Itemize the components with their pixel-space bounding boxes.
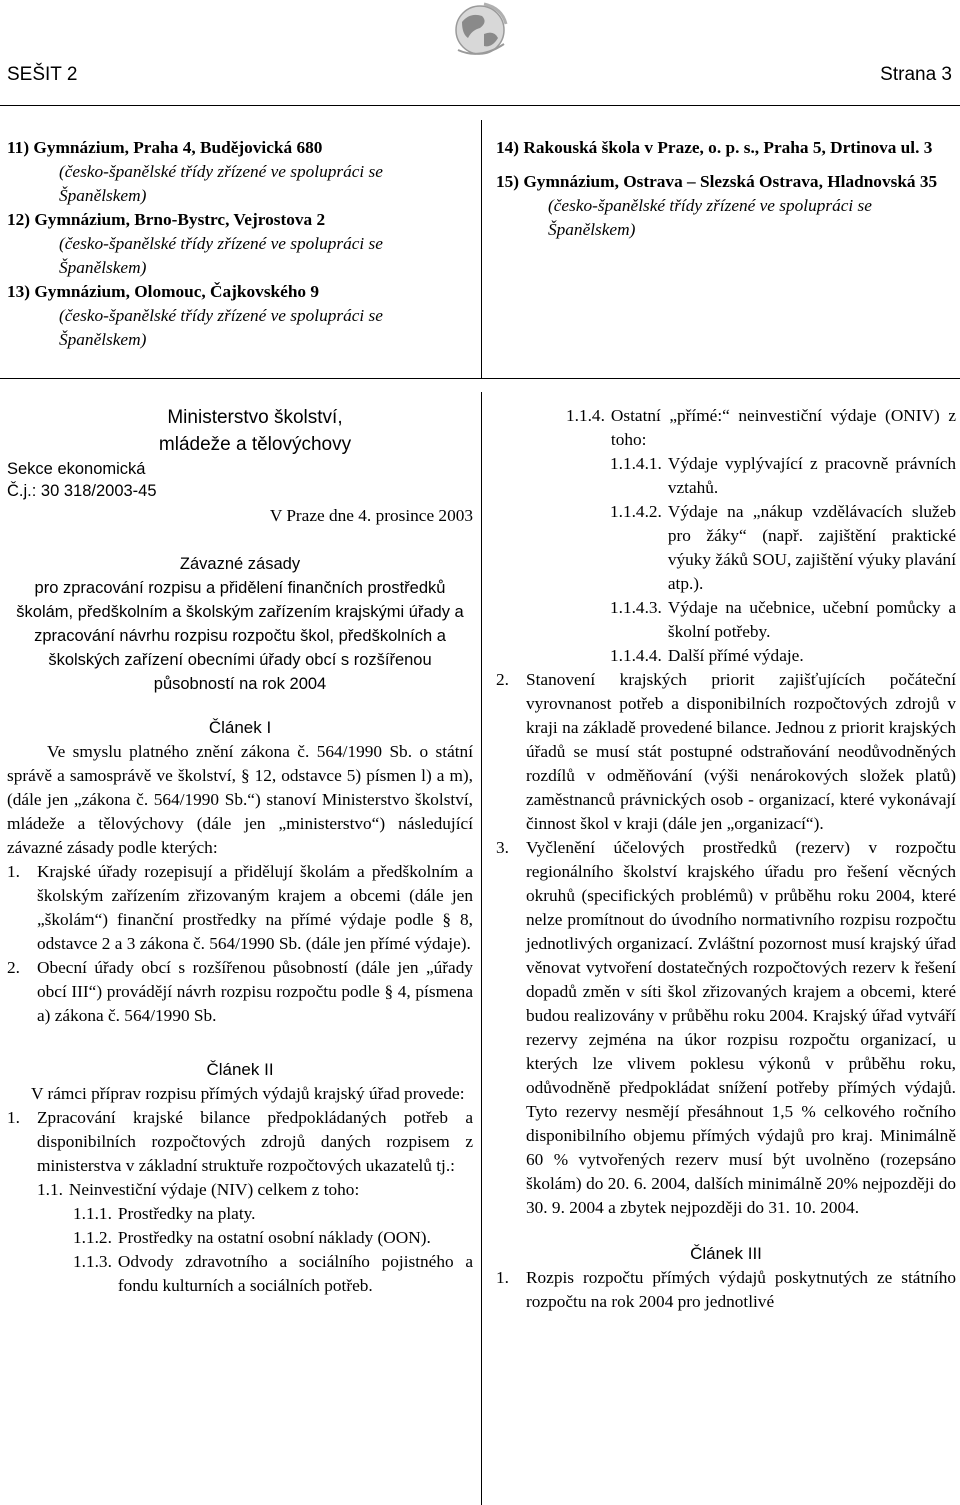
sub-item-text: Prostředky na platy. [117, 1204, 256, 1223]
sub-item-text: Výdaje na učebnice, učební pomůcky a školní potřeby. [667, 598, 956, 641]
school-entry [496, 170, 956, 242]
sub-item [7, 1178, 473, 1202]
item-text: Rozpis rozpočtu přímých výdajů poskytnutých ze státního rozpočtu na rok 2004 pro jednotlivé [526, 1268, 956, 1311]
sub-item-number: 1.1.4. [566, 406, 605, 425]
section-rule [0, 378, 960, 379]
list-item [496, 1266, 956, 1314]
sub-item-number: 1.1.4.3. [610, 598, 662, 617]
sub-item [496, 404, 956, 452]
document-right-column [496, 404, 956, 1314]
list-item [496, 836, 956, 1220]
school-note: (česko-španělské třídy zřízené ve spolupráci se Španělskem) [548, 196, 872, 239]
school-list-right [496, 136, 956, 242]
rules-heading: Závazné zásady [179, 555, 301, 573]
school-note: (česko-španělské třídy zřízené ve spolupráci se Španělskem) [59, 234, 383, 277]
list-item [7, 1106, 473, 1178]
item-number: 2. [7, 958, 20, 977]
sub-item-text: Další přímé výdaje. [667, 646, 804, 665]
header-right: Strana 3 [880, 64, 952, 85]
sub-item [7, 1202, 473, 1226]
ministry-line2: mládeže a tělovýchovy [158, 434, 352, 455]
sub-item-text: Ostatní „přímé:“ neinvestiční výdaje (ONIV) z toho: [610, 406, 956, 449]
school-entry [7, 280, 473, 352]
item-text: Zpracování krajské bilance předpokládaných potřeb a disponibilních rozpočtových zdrojů daných rozpisem z ministerstva v základní struktuře rozpočtových ukazatelů tj.: [37, 1108, 473, 1175]
school-note: (česko-španělské třídy zřízené ve spolupráci se Španělskem) [59, 162, 383, 205]
main-column-divider [481, 392, 482, 1505]
item-text: Vyčlenění účelových prostředků (rezerv) v rozpočtu regionálního školství krajského úřadu pro řešení věcných okruhů (specifických problémů) v průběhu roku 2004, které nelze promítnout do úvodního normativního rozpisu rozpočtu jednotlivých organizací. Zvláštní pozornost musí krajský úřad věnovat vytvoření dostatečných rozpočtových rezerv k řešení dopadů změn v síti škol zřizovaných krajem a obcemi, které budou realizovány v průběhu roku 2004. Krajský úřad vytváří rezervy zejména na úkor rozpisu rozpočtu organizací, u kterých lze vlivem poklesu výkonů v průběhu roku, odůvodněně předpokládat snížení potřeby přímých výdajů. Tyto rezervy nesmějí přesáhnout 1,5 % celkového ročního disponibilního objemu přímých výdajů pro kraj. Minimálně 60 % vytvořených rezerv musí být uvolněno (rozepsáno školám) do 20. 6. 2004, dalších minimálně 20% nejpozději do 30. 9. 2004 a zbytek nejpozději do 31. 10. 2004. [526, 838, 956, 1217]
article-3-title: Článek III [690, 1244, 762, 1263]
item-number: 1. [7, 862, 20, 881]
list-item [7, 860, 473, 956]
school-entry [7, 136, 473, 208]
sub-item [496, 452, 956, 500]
school-list-left [7, 136, 473, 352]
sub-item-number: 1.1.2. [73, 1228, 112, 1247]
item-number: 1. [7, 1108, 20, 1127]
ministry-name [7, 404, 473, 458]
item-number: 3. [496, 838, 509, 857]
school-title: 11) Gymnázium, Praha 4, Budějovická 680 [7, 138, 323, 157]
item-number: 2. [496, 670, 509, 689]
document-date: V Praze dne 4. prosince 2003 [269, 506, 473, 525]
header-left: SEŠIT 2 [7, 64, 78, 85]
item-text: Obecní úřady obcí s rozšířenou působností (dále jen „úřady obcí III“) provádějí návrh rozpisu rozpočtu podle § 4, písmena a) zákona č. 564/1990 Sb. [37, 958, 473, 1025]
sub-item-text: Odvody zdravotního a sociálního pojistného a fondu kulturních a sociálních potřeb. [117, 1252, 473, 1295]
sub-item [496, 596, 956, 644]
sub-item [7, 1226, 473, 1250]
ministry-line1: Ministerstvo školství, [167, 407, 343, 428]
sub-item [496, 644, 956, 668]
sub-item-text: Prostředky na ostatní osobní náklady (OON). [117, 1228, 431, 1247]
document-left-column [7, 404, 473, 1298]
sub-item-number: 1.1.4.2. [610, 502, 662, 521]
sub-item [7, 1250, 473, 1298]
rules-body: pro zpracování rozpisu a přidělení finančních prostředků školám, předškolním a školským zařízením krajskými úřady a zpracování návrhu rozpisu rozpočtu škol, předškolních a školských zařízení obecními úřady obcí s rozšířenou působností na rok 2004 [16, 579, 464, 693]
ministry-section: Sekce ekonomická [7, 460, 146, 478]
item-number: 1. [496, 1268, 509, 1287]
sub-item-number: 1.1.1. [73, 1204, 112, 1223]
sub-item-number: 1.1.4.1. [610, 454, 662, 473]
globe-logo-icon [444, 0, 516, 64]
list-item [7, 956, 473, 1028]
sub-item-text: Výdaje na „nákup vzdělávacích služeb pro žáky“ (např. zajištění praktické výuky žáků SOU, zajištění výuky plavání atp.). [667, 502, 956, 593]
sub-item-number: 1.1.4.4. [610, 646, 662, 665]
item-text: Stanovení krajských priorit zajišťujících počáteční vyrovnanost potřeb a disponibilních rozpočtových zdrojů v kraji na základě provedené bilance. Jednou z priorit krajských úřadů se musí stát postupné odstraňování neodůvodněných rozdílů v odměňování (výši nenárokových složek platů) zaměstnanců právnických osob - organizací, které vykonávají činnost škol v kraji (dále jen „organizací“). [526, 670, 956, 833]
sub-item-number: 1.1. [37, 1180, 63, 1199]
item-text: Krajské úřady rozepisují a přidělují školám a předškolním a školským zařízením zřizovaným krajem a obcemi (dále jen „školám“) finanční prostředky na přímé výdaje podle § 8, odstavce 2 a 3 zákona č. 564/1990 Sb. (dále jen přímé výdaje). [37, 862, 473, 953]
list-item [496, 668, 956, 836]
reference-number: Č.j.: 30 318/2003-45 [7, 482, 157, 500]
school-title: 13) Gymnázium, Olomouc, Čajkovského 9 [7, 282, 320, 301]
sub-item-number: 1.1.3. [73, 1252, 112, 1271]
top-column-divider [481, 120, 482, 378]
article-2-title: Článek II [206, 1060, 274, 1079]
school-note: (česko-španělské třídy zřízené ve spolupráci se Španělskem) [59, 306, 383, 349]
school-title: 15) Gymnázium, Ostrava – Slezská Ostrava, Hladnovská 35 [496, 172, 938, 191]
article-2-intro: V rámci příprav rozpisu přímých výdajů krajský úřad provede: [31, 1084, 465, 1103]
school-entry [7, 208, 473, 280]
article-1-title: Článek I [208, 718, 272, 737]
sub-item-text: Výdaje vyplývající z pracovně právních vztahů. [667, 454, 956, 497]
school-title: 12) Gymnázium, Brno-Bystrc, Vejrostova 2 [7, 210, 326, 229]
header-rule [0, 105, 960, 106]
sub-item [496, 500, 956, 596]
school-entry [496, 136, 956, 160]
rules-title [7, 552, 473, 696]
article-1-intro: Ve smyslu platného znění zákona č. 564/1990 Sb. o státní správě a samosprávě ve školství, § 12, odstavce 5) písmen l) a m), (dále jen „zákona č. 564/1990 Sb.“) stanoví Ministerstvo školství, mládeže a tělovýchovy (dále jen „ministerstvo“) následující závazné zásady podle kterých: [7, 742, 473, 857]
school-title: 14) Rakouská škola v Praze, o. p. s., Praha 5, Drtinova ul. 3 [496, 138, 933, 157]
sub-item-text: Neinvestiční výdaje (NIV) celkem z toho: [68, 1180, 360, 1199]
